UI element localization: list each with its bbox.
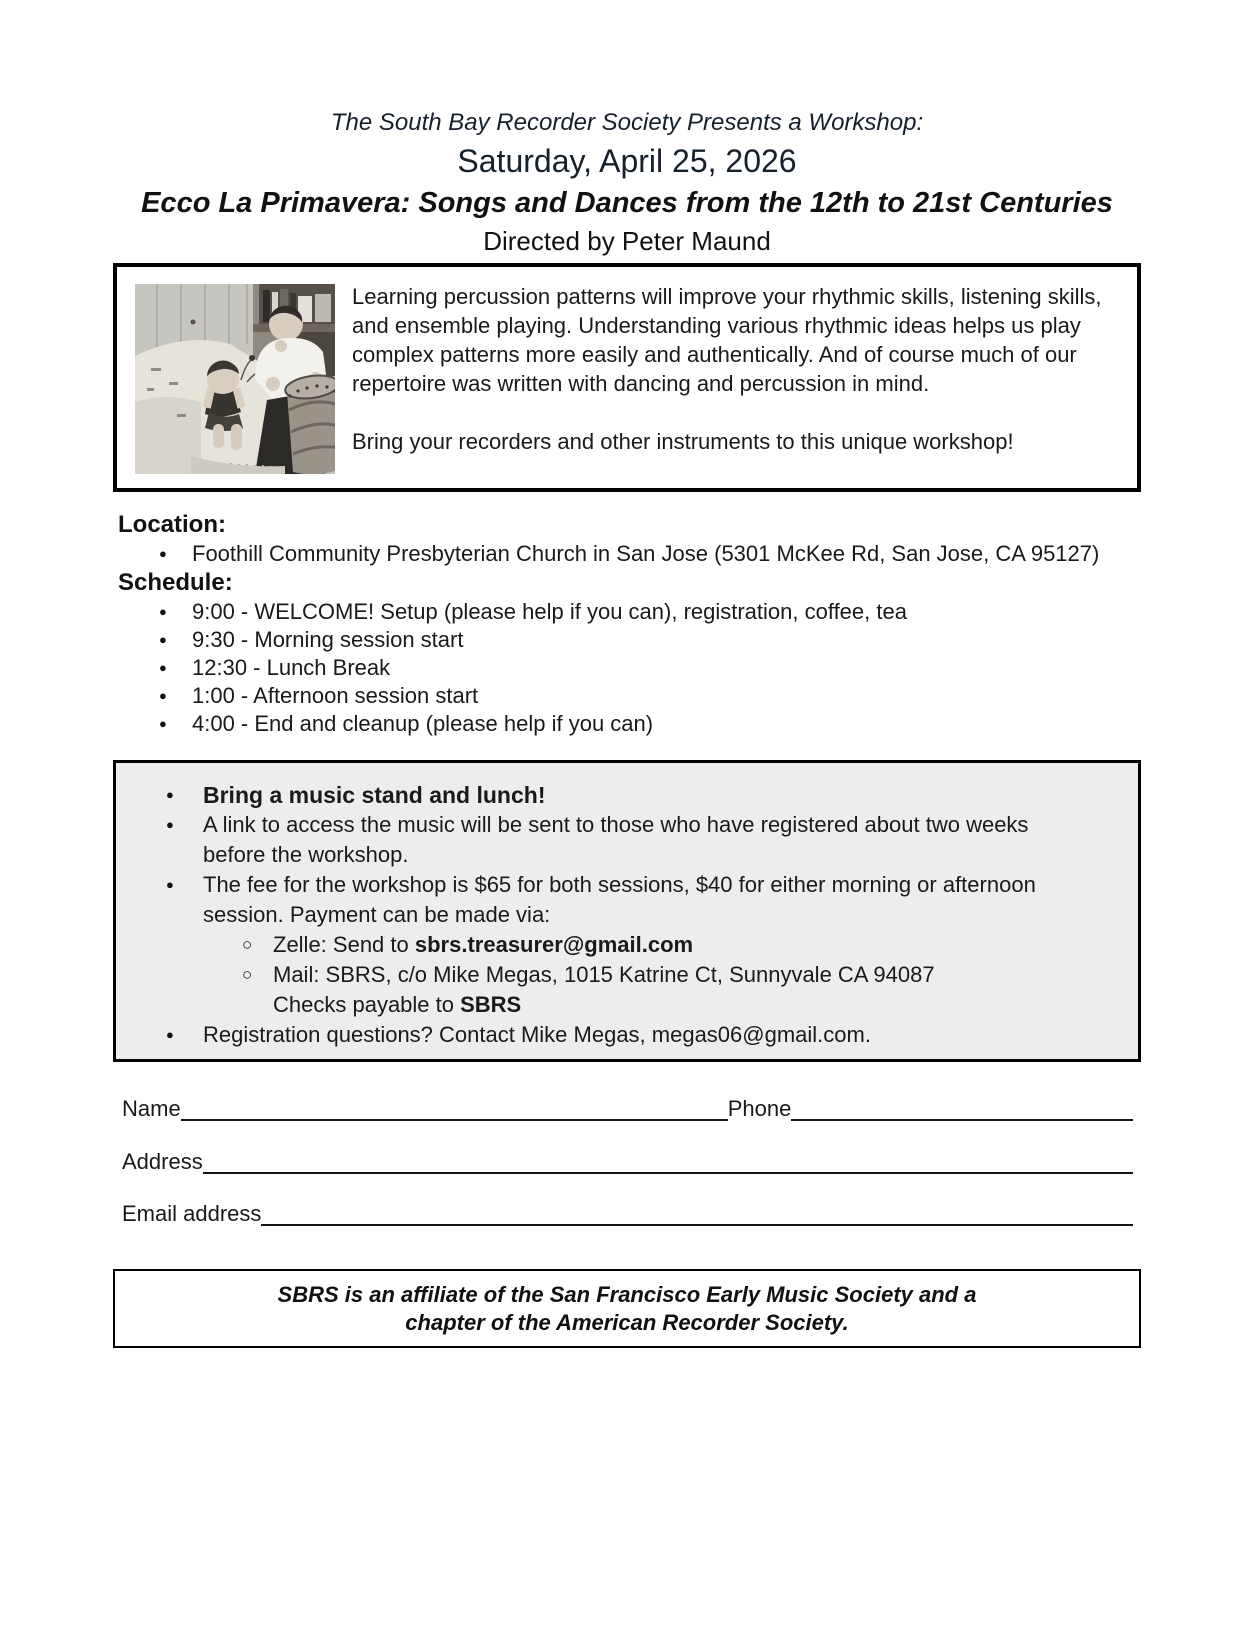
workshop-title: Ecco La Primavera: Songs and Dances from the 12th to 21st Centuries (141, 187, 1113, 219)
intro-box (113, 263, 1141, 492)
schedule-item (113, 682, 1141, 710)
email-label: Email address (122, 1201, 262, 1226)
schedule-item-text: 9:30 - Morning session start (192, 627, 464, 652)
email-write-in-line (261, 1222, 1133, 1226)
email-row (122, 1199, 1133, 1229)
intro-text (352, 282, 1118, 474)
info-item-registration (116, 1020, 1093, 1050)
phone-label: Phone (727, 1096, 792, 1121)
info-item-registration-text: Registration questions? Contact Mike Megas, megas06@gmail.com. (203, 1022, 871, 1047)
schedule-item (113, 598, 1141, 626)
info-item-fee-text: The fee for the workshop is $65 for both sessions, $40 for either morning or afternoon session. Payment can be made via: (203, 872, 1036, 927)
zelle-text: Zelle: Send to (273, 932, 415, 957)
info-item-music-link (116, 810, 1093, 870)
schedule-item-text: 9:00 - WELCOME! Setup (please help if you can), registration, coffee, tea (192, 599, 907, 624)
director-line: Directed by Peter Maund (483, 226, 771, 256)
info-item-bring (116, 780, 1093, 810)
phone-write-in-line (791, 1117, 1133, 1121)
address-write-in-line (203, 1170, 1133, 1174)
man-playing-barrel-drum-with-child-photo-image (135, 284, 335, 474)
location-item (113, 540, 1141, 568)
name-write-in-line (181, 1117, 728, 1121)
name-phone-row (122, 1094, 1133, 1124)
affiliate-line-1: SBRS is an affiliate of the San Francisco Early Music Society and a (277, 1282, 977, 1307)
payment-option-zelle (116, 930, 1093, 960)
affiliate-line-2: chapter of the American Recorder Society. (405, 1310, 849, 1335)
flyer-header (113, 0, 1141, 259)
checks-payable-text: Checks payable to (273, 992, 461, 1017)
checks-payable-org: SBRS (460, 992, 522, 1017)
info-item-music-link-text: A link to access the music will be sent to those who have registered about two weeks before the workshop. (203, 812, 1029, 867)
schedule-heading: Schedule: (118, 569, 233, 596)
drum-photo (135, 284, 335, 474)
info-item-fee (116, 870, 1093, 930)
schedule-item-text: 4:00 - End and cleanup (please help if you can) (192, 711, 654, 736)
location-item-text: Foothill Community Presbyterian Church in San Jose (5301 McKee Rd, San Jose, CA 95127) (192, 541, 1100, 566)
name-label: Name (122, 1096, 181, 1121)
schedule-item (113, 710, 1141, 738)
info-box (113, 760, 1141, 1062)
location-heading: Location: (118, 511, 226, 538)
payment-option-mail (116, 960, 1093, 1020)
registration-form (113, 1094, 1141, 1229)
schedule-item (113, 626, 1141, 654)
footer-box (113, 1269, 1141, 1348)
zelle-email: sbrs.treasurer@gmail.com (414, 932, 694, 957)
intro-cta: Bring your recorders and other instruments to this unique workshop! (352, 429, 1014, 454)
schedule-item-text: 12:30 - Lunch Break (192, 655, 391, 680)
address-label: Address (122, 1149, 203, 1174)
address-row (122, 1147, 1133, 1177)
presents-line: The South Bay Recorder Society Presents a Workshop: (330, 109, 924, 136)
checks-payable-line (273, 990, 1093, 1020)
date-line: Saturday, April 25, 2026 (457, 143, 797, 179)
schedule-item-text: 1:00 - Afternoon session start (192, 683, 479, 708)
schedule-item (113, 654, 1141, 682)
info-item-bring-text: Bring a music stand and lunch! (203, 782, 546, 808)
mail-address-text: ○ Mail: SBRS, c/o Mike Megas, 1015 Katrine Ct, Sunnyvale CA 94087 (273, 962, 935, 987)
intro-paragraph: Learning percussion patterns will improve your rhythmic skills, listening skills, and ensemble playing. Understanding various rhythmic ideas helps us play complex patterns more easily and authentically. And of course much of our repertoire was written with dancing and percussion in mind. (352, 284, 1102, 396)
